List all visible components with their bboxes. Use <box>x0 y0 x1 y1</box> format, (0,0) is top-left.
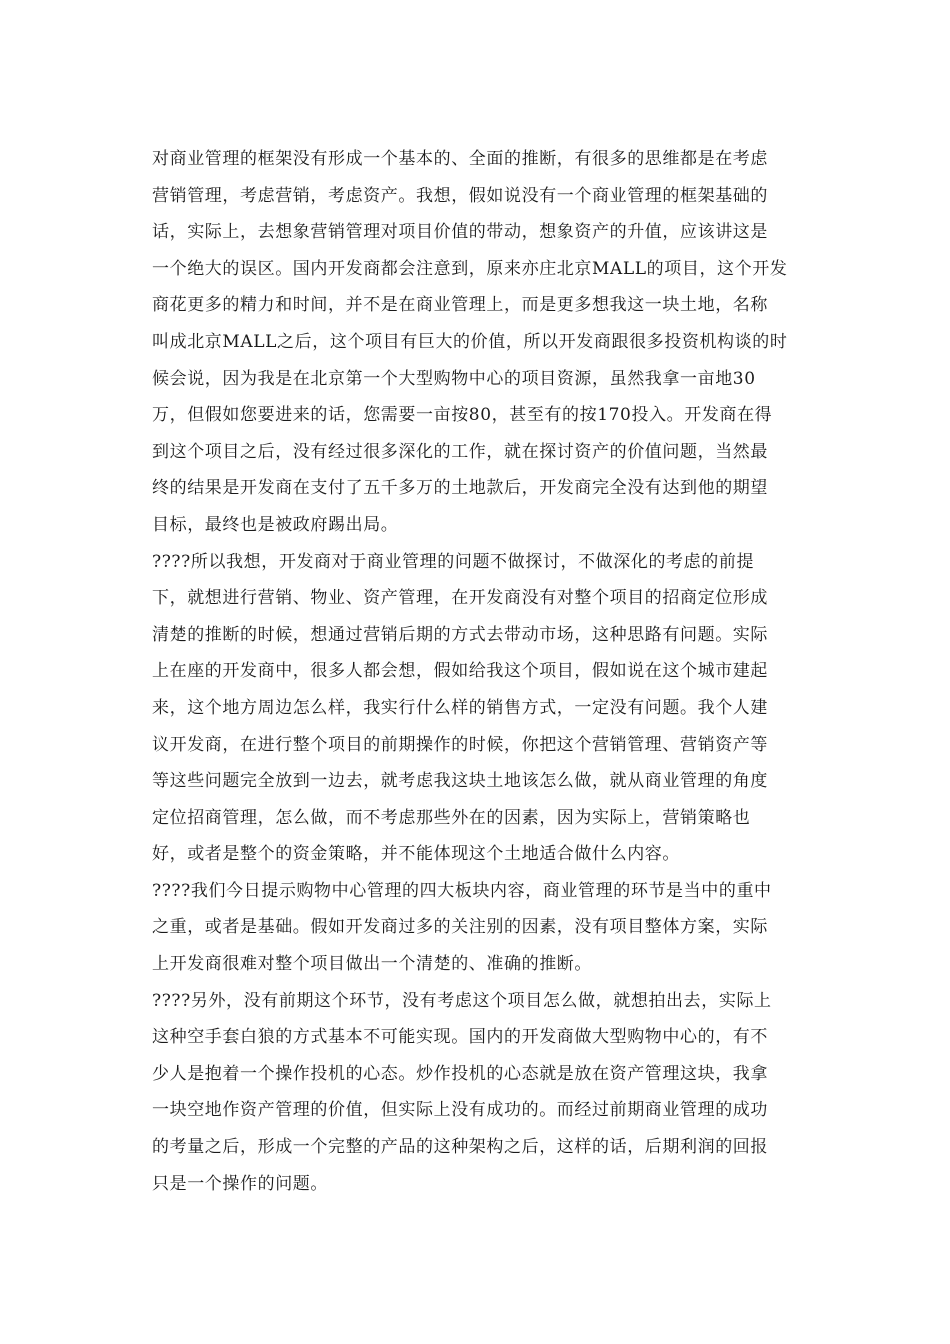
text-line: 只是一个操作的问题。 <box>152 1173 328 1194</box>
text-line: 少人是抱着一个操作投机的心态。炒作投机的心态就是放在资产管理这块，我拿 <box>152 1063 768 1084</box>
text-line: 下，就想进行营销、物业、资产管理，在开发商没有对整个项目的招商定位形成 <box>152 588 768 609</box>
text-line: 终的结果是开发商在支付了五千多万的土地款后，开发商完全没有达到他的期望 <box>152 478 768 499</box>
text-line: 商花更多的精力和时间，并不是在商业管理上，而是更多想我这一块土地，名称 <box>152 295 768 316</box>
text-line: 清楚的推断的时候，想通过营销后期的方式去带动市场，这种思路有问题。实际 <box>152 624 768 645</box>
text-line: 目标，最终也是被政府踢出局。 <box>152 514 399 535</box>
text-line: 上开发商很难对整个项目做出一个清楚的、准确的推断。 <box>152 954 592 975</box>
text-line: ????所以我想，开发商对于商业管理的问题不做探讨，不做深化的考虑的前提 <box>152 551 755 572</box>
text-line: 话，实际上，去想象营销管理对项目价值的带动，想象资产的升值，应该讲这是 <box>152 222 768 243</box>
paragraph-1 <box>152 141 788 544</box>
text-line: 一块空地作资产管理的价值，但实际上没有成功的。而经过前期商业管理的成功 <box>152 1100 768 1121</box>
paragraph-2 <box>152 544 768 873</box>
text-line: 这种空手套白狼的方式基本不可能实现。国内的开发商做大型购物中心的，有不 <box>152 1027 768 1048</box>
text-line: ????我们今日提示购物中心管理的四大板块内容，商业管理的环节是当中的重中 <box>152 880 772 901</box>
text-line: 候会说，因为我是在北京第一个大型购物中心的项目资源，虽然我拿一亩地30 <box>152 368 756 389</box>
text-line: 定位招商管理，怎么做，而不考虑那些外在的因素，因为实际上，营销策略也 <box>152 807 751 828</box>
text-line: 好，或者是整个的资金策略，并不能体现这个土地适合做什么内容。 <box>152 844 680 865</box>
text-line: 之重，或者是基础。假如开发商过多的关注别的因素，没有项目整体方案，实际 <box>152 917 768 938</box>
paragraph-3 <box>152 873 772 983</box>
text-line: 营销管理，考虑营销，考虑资产。我想，假如说没有一个商业管理的框架基础的 <box>152 185 768 206</box>
text-line: 议开发商，在进行整个项目的前期操作的时候，你把这个营销管理、营销资产等 <box>152 734 768 755</box>
text-line: 对商业管理的框架没有形成一个基本的、全面的推断，有很多的思维都是在考虑 <box>152 149 768 169</box>
text-line: 万，但假如您要进来的话，您需要一亩按80，甚至有的按170投入。开发商在得 <box>152 405 773 426</box>
text-line: 来，这个地方周边怎么样，我实行什么样的销售方式，一定没有问题。我个人建 <box>152 697 768 718</box>
text-line: 到这个项目之后，没有经过很多深化的工作，就在探讨资产的价值问题，当然最 <box>152 441 768 462</box>
text-line: 叫成北京MALL之后，这个项目有巨大的价值，所以开发商跟很多投资机构谈的时 <box>152 331 788 352</box>
text-line: 的考量之后，形成一个完整的产品的这种架构之后，这样的话，后期利润的回报 <box>152 1137 768 1158</box>
paragraph-4 <box>152 983 772 1203</box>
text-line: 等这些问题完全放到一边去，就考虑我这块土地该怎么做，就从商业管理的角度 <box>152 771 768 792</box>
text-line: 一个绝大的误区。国内开发商都会注意到，原来亦庄北京MALL的项目，这个开发 <box>152 258 788 279</box>
document-body <box>152 141 788 1202</box>
text-line: 上在座的开发商中，很多人都会想，假如给我这个项目，假如说在这个城市建起 <box>152 661 768 682</box>
text-line: ????另外，没有前期这个环节，没有考虑这个项目怎么做，就想拍出去，实际上 <box>152 990 772 1011</box>
